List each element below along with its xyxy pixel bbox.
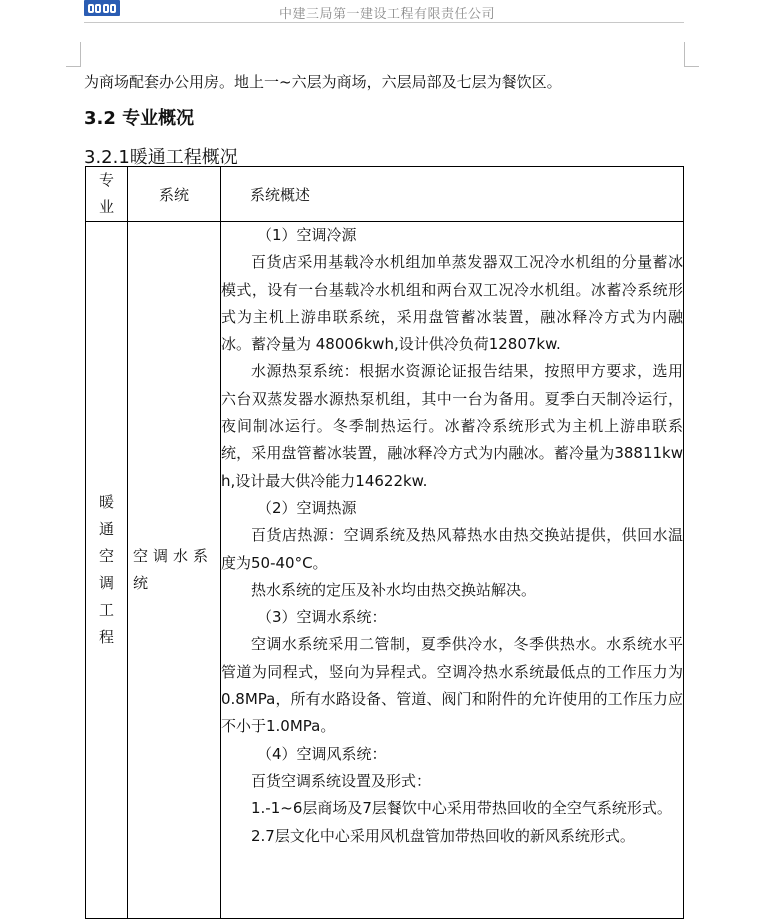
table-header-row bbox=[86, 167, 684, 222]
crop-mark-right bbox=[684, 42, 699, 67]
intro-paragraph: 为商场配套办公用房。地上一~六层为商场，六层局部及七层为餐饮区。 bbox=[84, 73, 562, 91]
para-air-system-intro: 百货空调系统设置及形式： bbox=[251, 771, 432, 790]
para-cold-source: 百货店采用基载冷水机组加单蒸发器双工况冷水机组的分量蓄冰模式，设有一台基载冷水机组和两台双工况冷水机组。冰蓄冷系统形式为主机上游串联系统，采用盘管蓄冰装置，融冰释冷方式为内融冰。蓄冷量为 48006kwh,设计供冷负荷12807kw. bbox=[221, 253, 683, 354]
header-gaishu: 系统概述 bbox=[221, 167, 684, 222]
para-air-system-2: 2.7层文化中心采用风机盘管加带热回收的新风系统形式。 bbox=[251, 826, 635, 845]
para-heat-pump: 水源热泵系统：根据水资源论证报告结果，按照甲方要求，选用六台双蒸发器水源热泵机组，其中一台为备用。夏季白天制冷运行，夜间制冰运行。冬季制热运行。冰蓄冷系统形式为主机上游串联系统，采用盘管蓄冰装置，融冰释冷方式为内融冰。蓄冷量为38811kwh,设计最大供冷能力14622kw. bbox=[221, 362, 683, 490]
header-rule bbox=[84, 22, 684, 23]
cell-zhuanye: 暖通空调工程 bbox=[86, 222, 128, 919]
para-cold-source-title: （1）空调冷源 bbox=[257, 226, 357, 244]
subsection-heading: 3.2.1暖通工程概况 bbox=[84, 147, 238, 168]
cell-xitong: 空调水系统 bbox=[128, 222, 221, 919]
table-row bbox=[86, 222, 684, 919]
para-pressurization: 热水系统的定压及补水均由热交换站解决。 bbox=[251, 580, 537, 599]
para-heat-source-title: （2）空调热源 bbox=[257, 498, 357, 517]
crop-mark-left bbox=[66, 42, 81, 67]
para-air-system-title: （4）空调风系统： bbox=[257, 744, 387, 763]
cell-gaishu bbox=[221, 222, 684, 919]
para-heat-source: 百货店热源：空调系统及热风幕热水由热交换站提供，供回水温度为50-40°C。 bbox=[221, 526, 683, 572]
para-water-system-title: （3）空调水系统： bbox=[257, 608, 387, 627]
para-water-system: 空调水系统采用二管制，夏季供冷水，冬季供热水。水系统水平管道为同程式，竖向为异程式。空调冷热水系统最低点的工作压力为0.8MPa，所有水路设备、管道、阀门和附件的允许使用的工作压力应不小于1.0MPa。 bbox=[221, 635, 683, 736]
section-heading: 3.2 专业概况 bbox=[84, 108, 195, 129]
para-air-system-1: 1.-1~6层商场及7层餐饮中心采用带热回收的全空气系统形式。 bbox=[251, 799, 672, 818]
header-xitong: 系统 bbox=[128, 167, 221, 222]
hvac-overview-table bbox=[85, 166, 684, 919]
company-name: 中建三局第一建设工程有限责任公司 bbox=[278, 7, 495, 22]
header-zhuanye: 专业 bbox=[86, 167, 128, 222]
